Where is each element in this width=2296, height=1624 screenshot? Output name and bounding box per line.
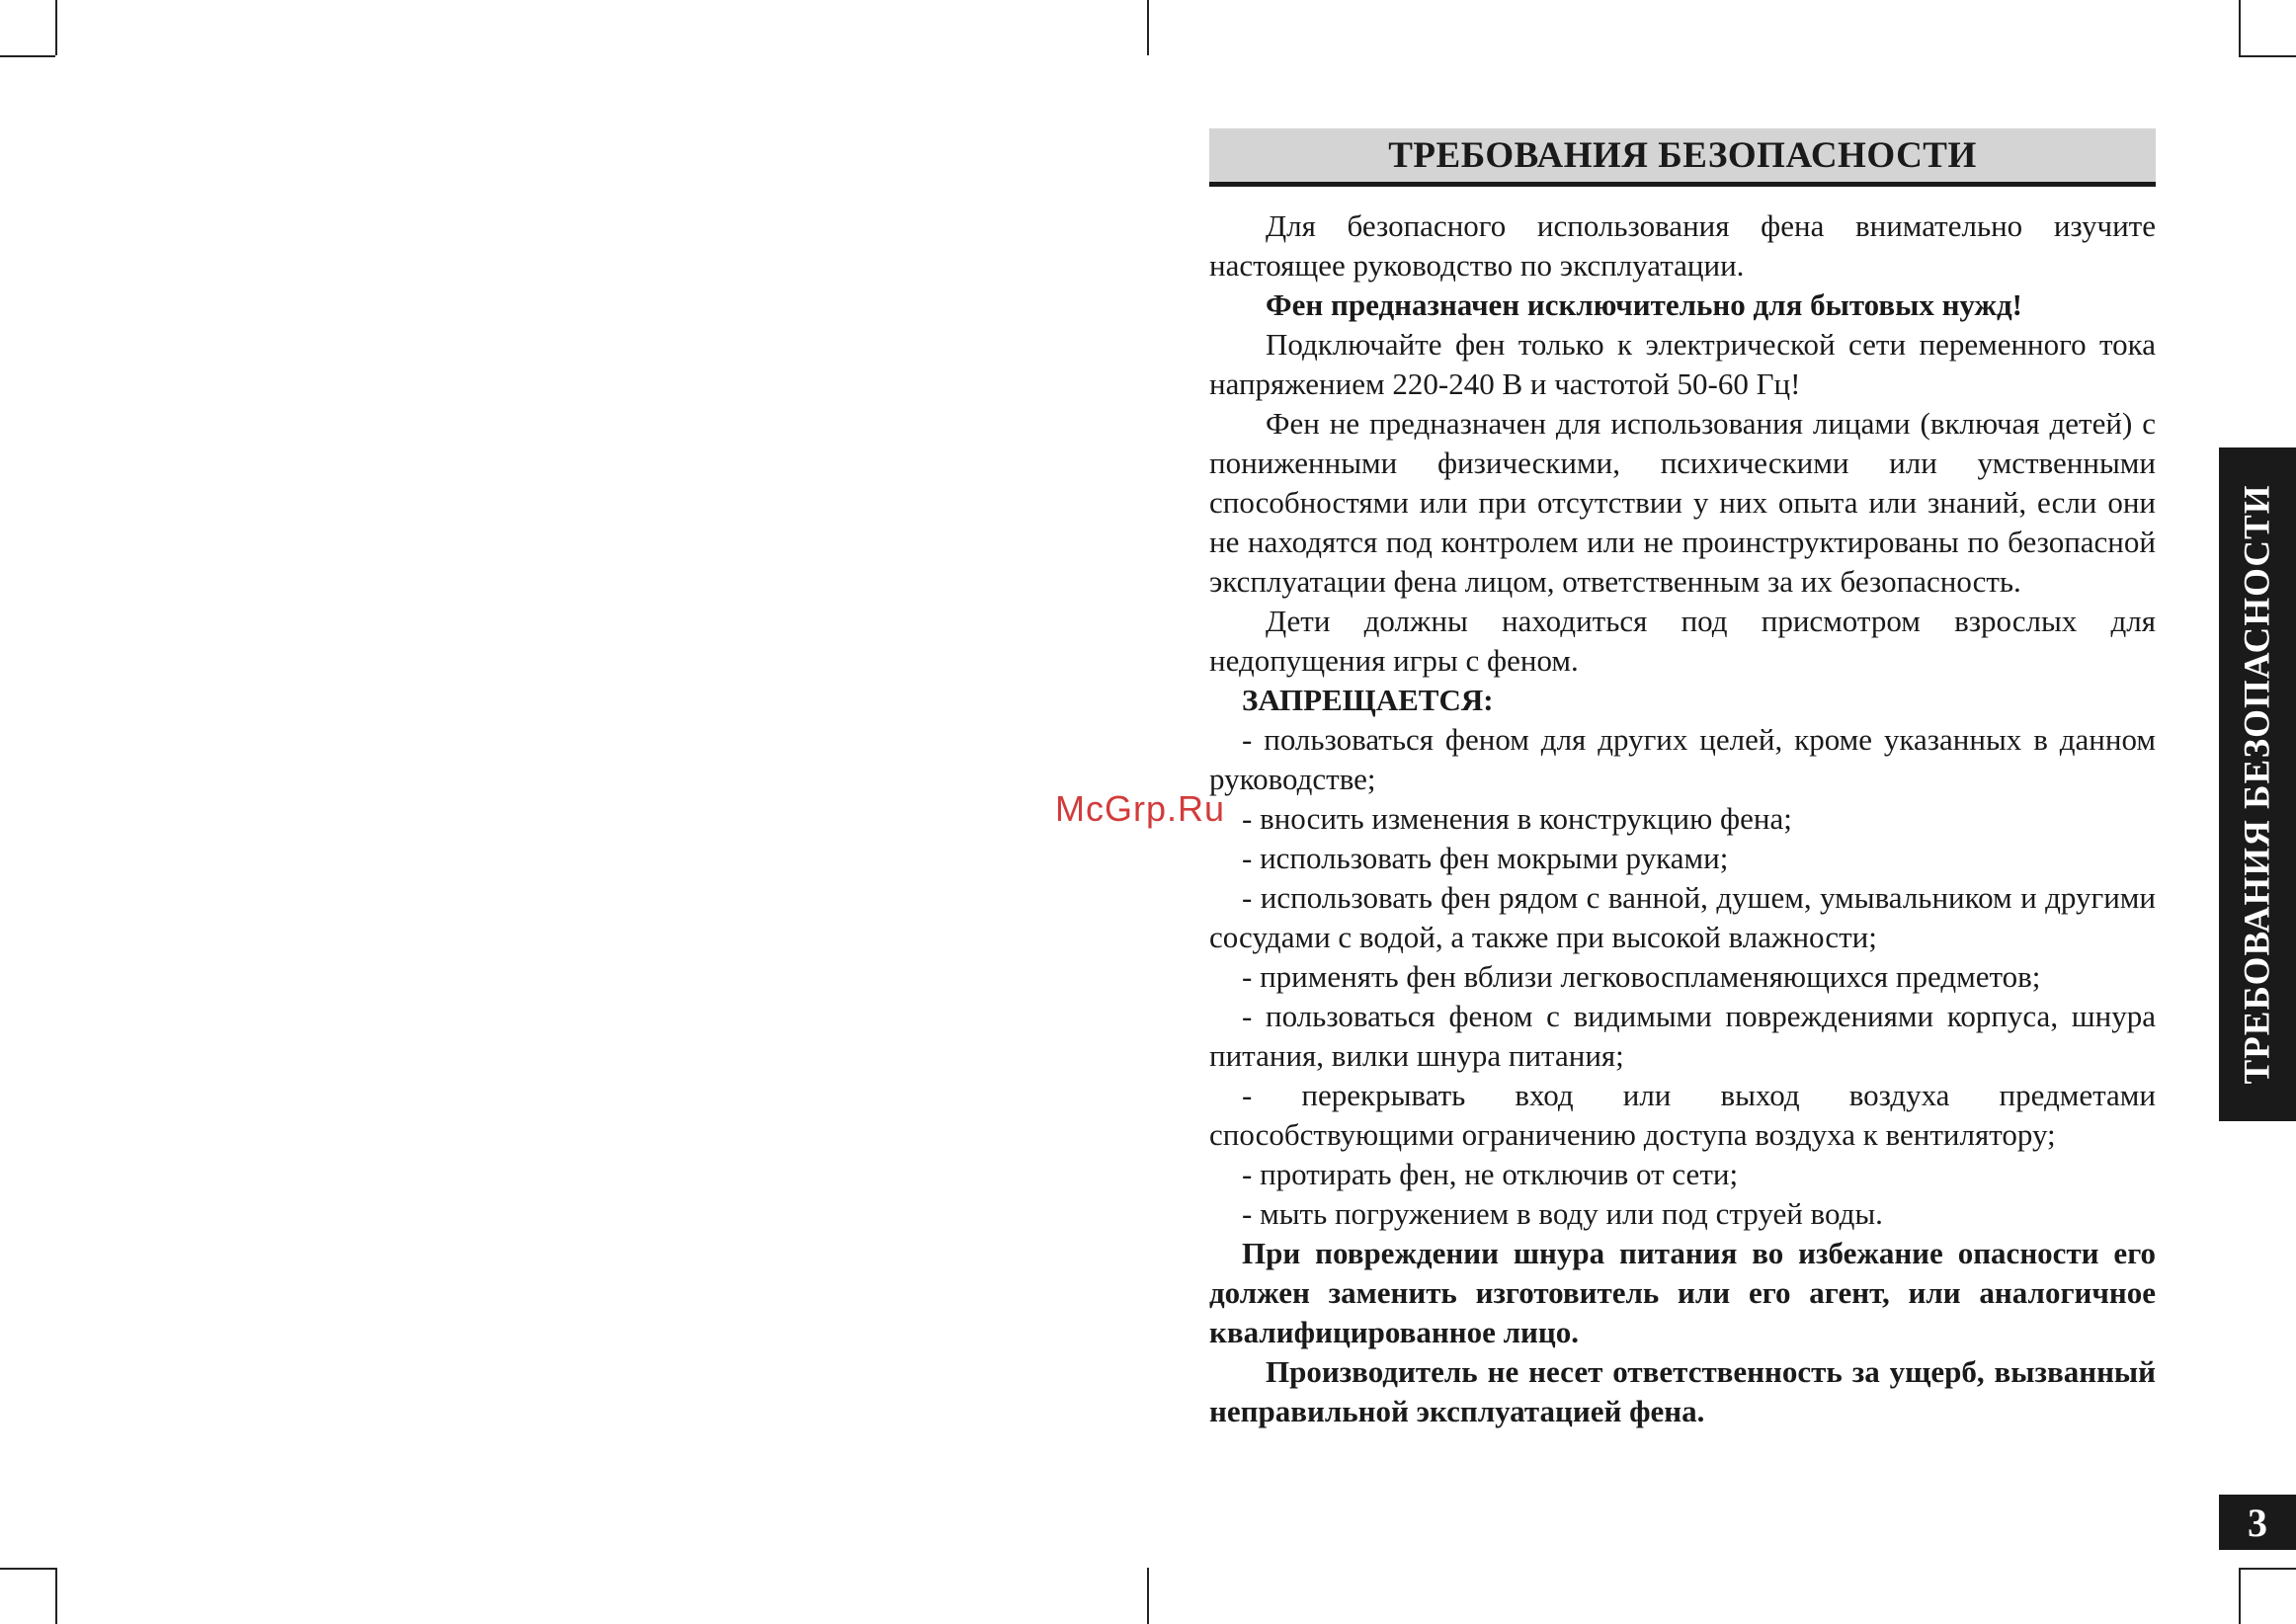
- paragraph: Фен не предназначен для использования лицами (включая детей) с пониженными физическими, психическими или умственными способностями или при отсутствии у них опыта или знаний, если они не находятся под контролем или не проинструктированы по безопасной эксплуатации фена лицом, ответственным за их безопасность.: [1209, 406, 2156, 599]
- list-item: - пользоваться феном для других целей, кроме указанных в данном руководстве;: [1209, 722, 2156, 796]
- paragraph: [1209, 325, 2156, 404]
- list-item: - использовать фен рядом с ванной, душем, умывальником и другими сосудами с водой, а также при высокой влажности;: [1209, 880, 2156, 954]
- watermark: McGrp.Ru: [1055, 788, 1226, 829]
- crop-mark: [1147, 0, 1149, 55]
- prohibited-heading: ЗАПРЕЩАЕТСЯ:: [1242, 683, 1494, 717]
- paragraph: Дети должны находиться под присмотром взрослых для недопущения игры с феном.: [1209, 604, 2156, 678]
- crop-mark: [55, 0, 57, 55]
- crop-mark: [2239, 1568, 2296, 1570]
- crop-mark: [55, 1568, 57, 1624]
- paragraph-bold: Фен предназначен исключительно для бытовых нужд!: [1266, 287, 2023, 322]
- crop-mark: [2239, 0, 2241, 55]
- paragraph-text: Подключайте фен только к электрической сети переменного тока напряжением 220-240 В и частотой 50-60 Гц!: [1209, 327, 2156, 401]
- list-item: - перекрывать вход или выход воздуха предметами способствующими ограничению доступа воздуха к вентилятору;: [1209, 1078, 2156, 1152]
- list-item: - мыть погружением в воду или под струей воды.: [1242, 1196, 1883, 1231]
- paragraph-bold: При повреждении шнура питания во избежание опасности его должен заменить изготовитель или его агент, или аналогичное квалифицированное лицо.: [1209, 1236, 2156, 1349]
- list-item: - пользоваться феном с видимыми повреждениями корпуса, шнура питания, вилки шнура питания;: [1209, 999, 2156, 1073]
- page-number: 3: [2219, 1495, 2296, 1550]
- crop-mark: [2239, 55, 2296, 57]
- crop-mark: [2239, 1568, 2241, 1624]
- paragraph: Для безопасного использования фена внимательно изучите настоящее руководство по эксплуатации.: [1209, 208, 2156, 283]
- list-item: - вносить изменения в конструкцию фена;: [1242, 801, 1792, 836]
- side-tab: [2219, 447, 2296, 1121]
- list-item: - протирать фен, не отключив от сети;: [1242, 1157, 1739, 1191]
- text-body: [1209, 206, 2156, 1431]
- section-heading: ТРЕБОВАНИЯ БЕЗОПАСНОСТИ: [1209, 128, 2156, 187]
- paragraph-bold: Производитель не несет ответственность за ущерб, вызванный неправильной эксплуатацией фена.: [1209, 1354, 2156, 1428]
- side-tab-label: ТРЕБОВАНИЯ БЕЗОПАСНОСТИ: [2237, 484, 2278, 1085]
- list-item: - применять фен вблизи легковоспламеняющихся предметов;: [1242, 959, 2041, 994]
- crop-mark: [0, 1568, 55, 1570]
- crop-mark: [0, 55, 55, 57]
- page-content: [1209, 128, 2156, 1431]
- list-item: - использовать фен мокрыми руками;: [1242, 841, 1729, 875]
- crop-mark: [1147, 1568, 1149, 1624]
